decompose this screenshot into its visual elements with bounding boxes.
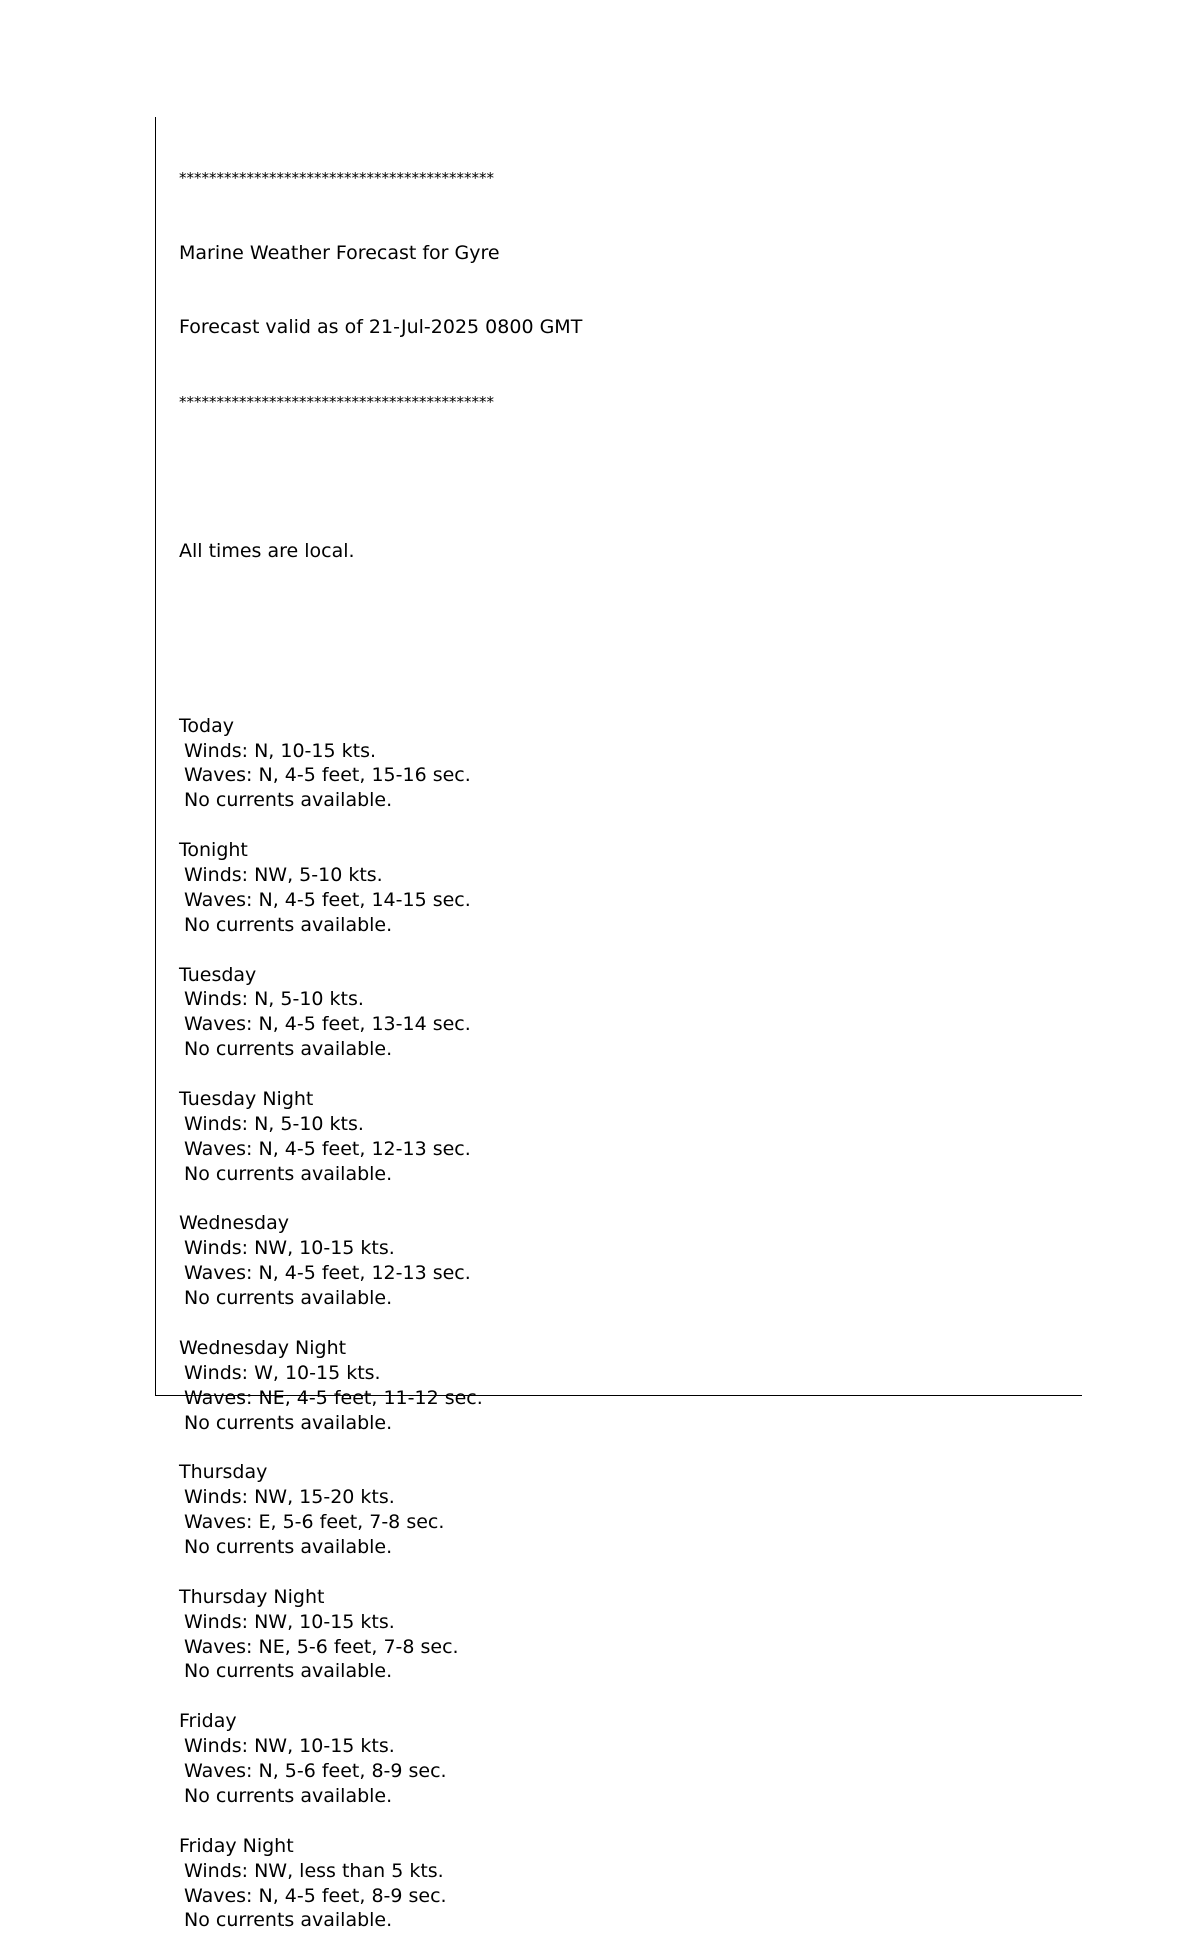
- period-name: Thursday Night: [179, 1585, 325, 1608]
- spacer: [179, 1809, 582, 1834]
- spacer: [179, 614, 582, 639]
- spacer: [179, 1311, 582, 1336]
- period-waves: Waves: N, 5-6 feet, 8-9 sec.: [184, 1760, 447, 1783]
- period-winds: Winds: NW, less than 5 kts.: [184, 1859, 444, 1882]
- period-name: Thursday: [179, 1461, 268, 1484]
- period-waves: Waves: N, 4-5 feet, 12-13 sec.: [184, 1137, 471, 1160]
- period-name: Tuesday: [179, 963, 257, 986]
- spacer: [179, 1560, 582, 1585]
- period-name: Tuesday Night: [179, 1088, 314, 1110]
- period-currents: No currents available.: [184, 1411, 393, 1434]
- period-winds: Winds: N, 5-10 kts.: [184, 988, 364, 1011]
- period-winds: Winds: NW, 10-15 kts.: [184, 1735, 395, 1758]
- forecast-period: [179, 714, 582, 838]
- period-winds: Winds: N, 10-15 kts.: [184, 739, 377, 762]
- period-waves: Waves: N, 4-5 feet, 14-15 sec.: [184, 888, 471, 911]
- frame-left-border: [155, 117, 156, 1396]
- forecast-period: [179, 1460, 582, 1584]
- period-currents: No currents available.: [184, 1162, 393, 1185]
- spacer: [179, 1062, 582, 1087]
- period-currents: No currents available.: [184, 1660, 393, 1683]
- spacer: [179, 465, 582, 490]
- period-currents: No currents available.: [184, 1536, 393, 1559]
- period-winds: Winds: NW, 10-15 kts.: [184, 1610, 395, 1633]
- period-name: Wednesday: [179, 1212, 290, 1235]
- period-currents: No currents available.: [184, 789, 393, 812]
- period-name: Friday Night: [179, 1834, 294, 1857]
- forecast-period: [179, 1211, 582, 1335]
- forecast-period: [179, 1585, 582, 1709]
- period-waves: Waves: NE, 4-5 feet, 11-12 sec.: [184, 1386, 483, 1409]
- period-waves: Waves: N, 4-5 feet, 13-14 sec.: [184, 1013, 471, 1036]
- period-name: Friday: [179, 1710, 237, 1733]
- period-waves: Waves: NE, 5-6 feet, 7-8 sec.: [184, 1635, 459, 1658]
- period-waves: Waves: N, 4-5 feet, 8-9 sec.: [184, 1884, 447, 1907]
- forecast-period: [179, 838, 582, 962]
- forecast-valid-time: Forecast valid as of 21-Jul-2025 0800 GMT: [179, 316, 583, 339]
- spacer: [179, 1684, 582, 1709]
- spacer: [179, 813, 582, 838]
- forecast-periods: [179, 714, 582, 1934]
- period-winds: Winds: W, 10-15 kts.: [184, 1361, 381, 1384]
- period-name: Today: [179, 714, 234, 737]
- period-currents: No currents available.: [184, 913, 393, 936]
- period-winds: Winds: NW, 5-10 kts.: [184, 863, 383, 886]
- header-stars-top: ******************************************: [179, 168, 494, 187]
- spacer: [179, 1187, 582, 1212]
- forecast-period: [179, 1336, 582, 1460]
- forecast-title: Marine Weather Forecast for Gyre: [179, 241, 500, 264]
- spacer: [179, 1435, 582, 1460]
- period-currents: No currents available.: [184, 1038, 393, 1061]
- spacer: [179, 938, 582, 963]
- forecast-period: [179, 1834, 582, 1934]
- period-name: Tonight: [179, 839, 248, 862]
- forecast-document: [179, 116, 582, 1958]
- period-currents: No currents available.: [184, 1784, 393, 1807]
- time-note: All times are local.: [179, 540, 355, 563]
- period-name: Wednesday Night: [179, 1336, 347, 1359]
- period-winds: Winds: NW, 10-15 kts.: [184, 1237, 395, 1260]
- period-currents: No currents available.: [184, 1287, 393, 1310]
- forecast-period: [179, 1087, 582, 1211]
- period-waves: Waves: N, 4-5 feet, 15-16 sec.: [184, 764, 471, 787]
- period-currents: No currents available.: [184, 1909, 393, 1932]
- header-stars-bottom: ******************************************: [179, 392, 494, 411]
- forecast-period: [179, 963, 582, 1087]
- period-waves: Waves: E, 5-6 feet, 7-8 sec.: [184, 1511, 445, 1534]
- period-winds: Winds: NW, 15-20 kts.: [184, 1486, 395, 1509]
- period-waves: Waves: N, 4-5 feet, 12-13 sec.: [184, 1262, 471, 1285]
- period-winds: Winds: N, 5-10 kts.: [184, 1112, 364, 1135]
- forecast-period: [179, 1709, 582, 1833]
